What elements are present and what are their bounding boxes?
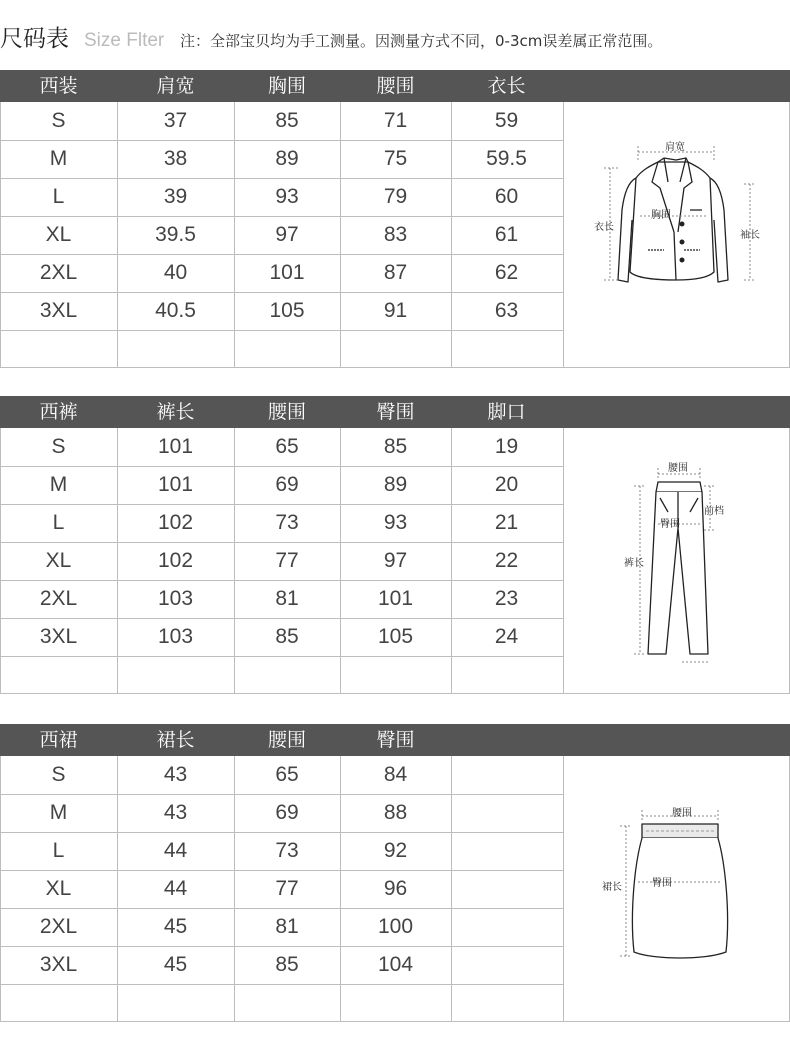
table-cell: 101	[377, 587, 414, 610]
table-cell: 44	[163, 877, 188, 900]
table-cell: 77	[275, 549, 299, 572]
table-cell: 23	[494, 587, 519, 610]
size-label: XL	[45, 877, 72, 900]
table-cell: 37	[163, 109, 188, 132]
skirt-illustration	[564, 756, 790, 1022]
table-cell: 39.5	[155, 223, 196, 246]
diagram-label-waist: 腰围	[672, 808, 692, 819]
table-cell: 39	[163, 185, 188, 208]
table-cell: 85	[275, 625, 299, 648]
table-cell: 89	[275, 147, 299, 170]
size-label: S	[51, 109, 66, 132]
table-cell: 83	[383, 223, 408, 246]
size-label: L	[52, 185, 65, 208]
table-cell: 97	[275, 223, 299, 246]
diagram-label-sleeve: 袖长	[740, 230, 760, 241]
table-cell: 97	[383, 549, 408, 572]
table-cell: 40.5	[155, 299, 196, 322]
table-cell: 38	[163, 147, 188, 170]
diagram-label-length: 衣长	[594, 222, 614, 233]
size-label: 2XL	[39, 915, 78, 938]
table-cell: 101	[157, 473, 194, 496]
column-header: 臀围	[376, 401, 415, 423]
table-cell: 93	[275, 185, 299, 208]
table-cell: 103	[157, 587, 194, 610]
table-cell: 101	[157, 435, 194, 458]
table-cell: 73	[275, 839, 299, 862]
table-cell: 19	[494, 435, 519, 458]
skirt-diagram	[564, 756, 790, 1022]
table-body	[0, 756, 790, 1022]
table-cell: 65	[275, 435, 299, 458]
table-cell: 102	[157, 549, 194, 572]
table-cell: 45	[163, 915, 188, 938]
diagram-label-shoulder: 肩宽	[665, 142, 685, 153]
table-cell: 61	[494, 223, 519, 246]
page-subtitle: Size Flter	[84, 30, 165, 51]
size-table-skirt	[0, 724, 790, 1022]
diagram-label-hip: 臀围	[652, 878, 672, 889]
size-label: XL	[45, 223, 72, 246]
page-title: 尺码表	[0, 26, 69, 52]
table-cell: 84	[383, 763, 408, 786]
column-header: 腰围	[267, 729, 306, 751]
table-cell: 79	[383, 185, 408, 208]
table-cell: 100	[377, 915, 414, 938]
column-header: 裤长	[156, 401, 195, 423]
column-header: 脚口	[487, 401, 526, 423]
column-header: 腰围	[267, 401, 306, 423]
jacket-diagram	[564, 102, 790, 368]
size-label: XL	[45, 549, 72, 572]
table-cell: 96	[383, 877, 408, 900]
table-cell: 81	[275, 915, 299, 938]
diagram-label-chest: 胸围	[651, 210, 671, 221]
size-label: M	[49, 147, 68, 170]
table-cell: 69	[275, 473, 299, 496]
size-label: L	[52, 511, 65, 534]
column-header: 西装	[39, 75, 78, 97]
size-label: S	[51, 435, 66, 458]
size-label: M	[49, 801, 68, 824]
table-cell: 77	[275, 877, 299, 900]
table-cell: 104	[377, 953, 414, 976]
table-cell: 85	[383, 435, 408, 458]
trousers-diagram	[564, 428, 790, 694]
size-label: 3XL	[39, 953, 78, 976]
size-label: 3XL	[39, 625, 78, 648]
table-cell: 21	[494, 511, 519, 534]
size-label: 2XL	[39, 587, 78, 610]
table-cell: 102	[157, 511, 194, 534]
column-header: 肩宽	[156, 75, 195, 97]
table-cell: 44	[163, 839, 188, 862]
table-cell: 87	[383, 261, 408, 284]
table-header-row	[0, 70, 790, 102]
size-table-trousers	[0, 396, 790, 694]
table-cell: 89	[383, 473, 408, 496]
table-cell: 71	[383, 109, 408, 132]
diagram-label-hip: 臀围	[660, 519, 680, 530]
column-header: 臀围	[376, 729, 415, 751]
table-cell: 73	[275, 511, 299, 534]
table-cell: 103	[157, 625, 194, 648]
diagram-label-waist: 腰围	[668, 463, 688, 474]
table-cell: 59	[494, 109, 519, 132]
column-header: 西裤	[39, 401, 78, 423]
table-cell: 43	[163, 763, 188, 786]
table-cell: 92	[383, 839, 408, 862]
table-cell: 91	[383, 299, 408, 322]
table-cell: 45	[163, 953, 188, 976]
table-cell: 59.5	[486, 147, 527, 170]
table-cell: 88	[383, 801, 408, 824]
table-header-row	[0, 396, 790, 428]
table-cell: 101	[269, 261, 305, 284]
size-table-jacket	[0, 70, 790, 368]
table-cell: 105	[269, 299, 305, 322]
table-cell: 85	[275, 953, 299, 976]
table-cell: 62	[494, 261, 519, 284]
column-header: 裙长	[156, 729, 195, 751]
table-header-row	[0, 724, 790, 756]
table-cell: 60	[494, 185, 519, 208]
table-cell: 69	[275, 801, 299, 824]
column-header: 腰围	[376, 75, 415, 97]
page-header	[0, 0, 790, 70]
table-body	[0, 428, 790, 694]
table-body	[0, 102, 790, 368]
table-cell: 85	[275, 109, 299, 132]
diagram-label-length: 裤长	[624, 558, 644, 569]
diagram-label-length: 裙长	[602, 882, 622, 893]
table-cell: 81	[275, 587, 299, 610]
table-cell: 43	[163, 801, 188, 824]
size-label: L	[52, 839, 65, 862]
table-cell: 20	[494, 473, 519, 496]
size-label: 2XL	[39, 261, 78, 284]
size-label: 3XL	[39, 299, 78, 322]
table-cell: 75	[383, 147, 408, 170]
table-cell: 22	[494, 549, 519, 572]
column-header: 衣长	[487, 75, 526, 97]
size-label: S	[51, 763, 66, 786]
column-header: 胸围	[267, 75, 306, 97]
diagram-label-rise: 前档	[704, 506, 724, 517]
size-label: M	[49, 473, 68, 496]
column-header: 西裙	[39, 729, 78, 751]
table-cell: 65	[275, 763, 299, 786]
table-cell: 93	[383, 511, 408, 534]
table-cell: 63	[494, 299, 519, 322]
table-cell: 24	[494, 625, 519, 648]
table-cell: 105	[377, 625, 414, 648]
measurement-note: 注：全部宝贝均为手工测量。因测量方式不同，0-3cm误差属正常范围。	[180, 32, 663, 50]
table-cell: 40	[163, 261, 188, 284]
